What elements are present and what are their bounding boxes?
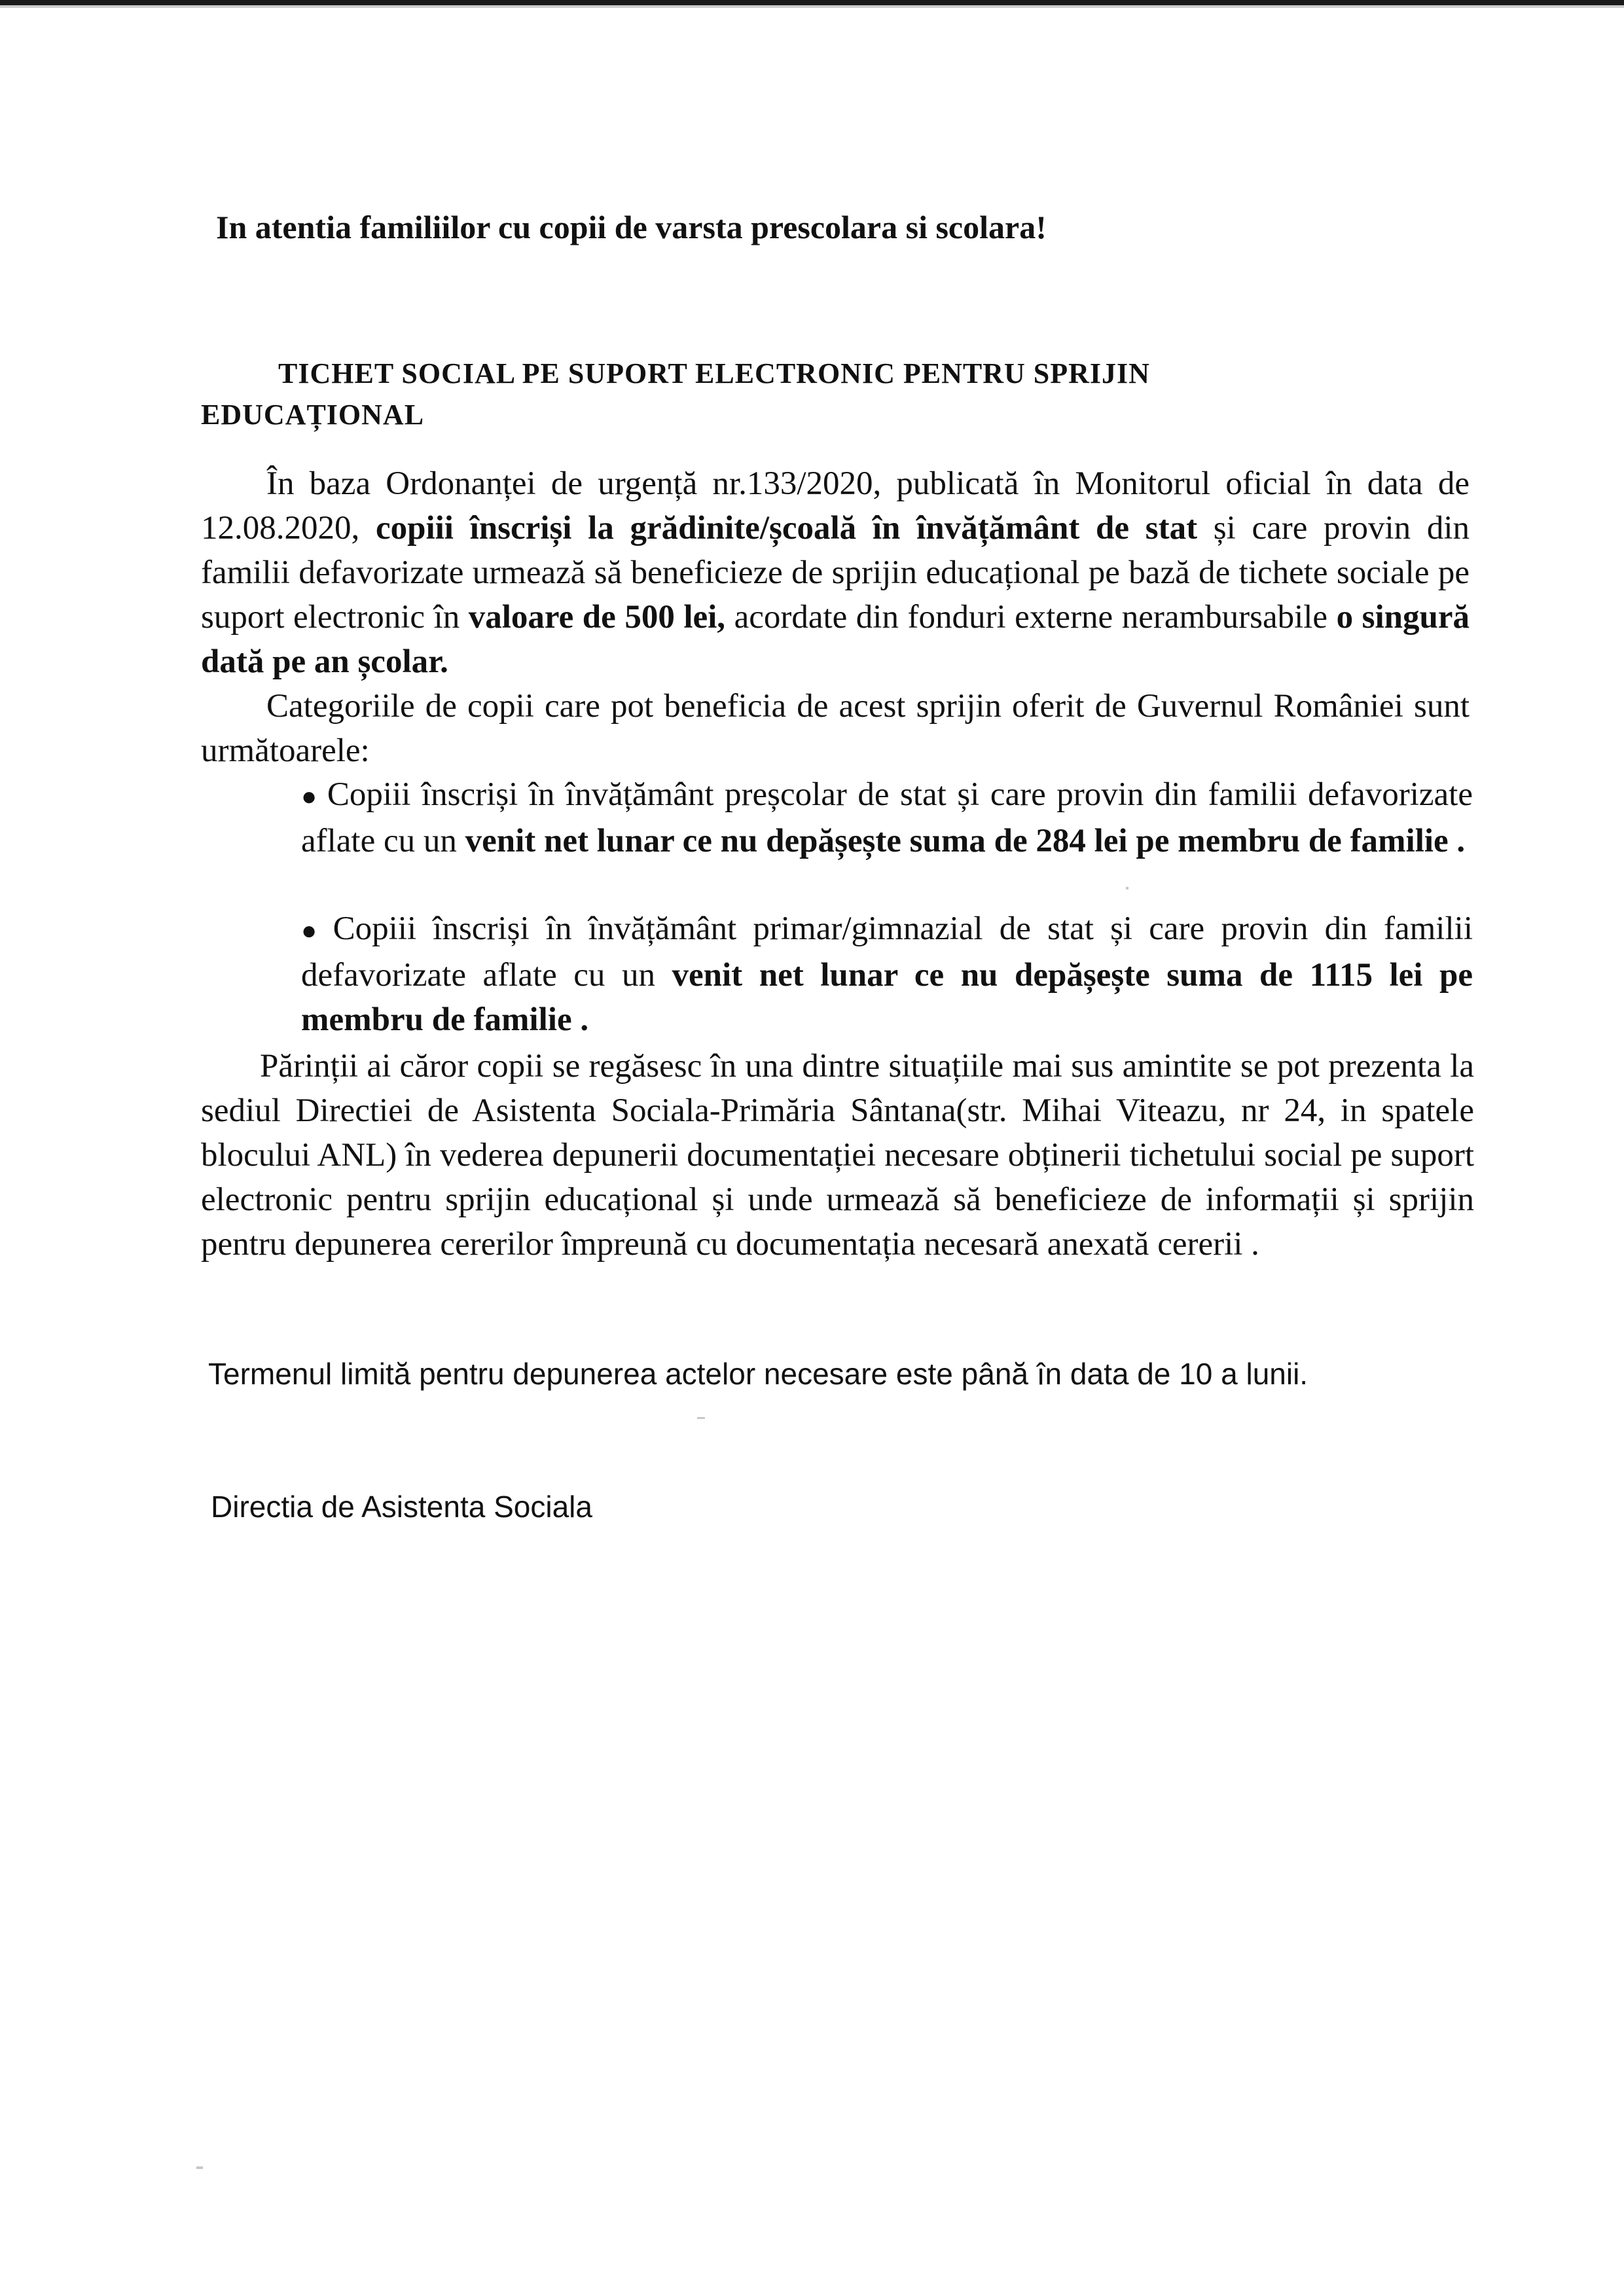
bullet-icon: ● [301,916,325,945]
document-title-line-2: EDUCAȚIONAL [201,399,425,431]
paragraph-ordinance-bold-2: valoare de 500 lei, [468,599,726,636]
paragraph-parents: Părinții ai căror copii se regăsesc în una dintre situațiile mai sus amintite se pot prezenta la sediul Directiei de Asistenta Sociala-Primăria Sântana(str. Mihai Viteazu, nr 24, in spatele blocului ANL) în vederea depunerii documentației necesare obținerii tichetului social pe suport electronic pentru sprijin educațional și unde urmează să beneficieze de informații și sprijin pentru depunerea cererilor împreună cu documentația necesară anexată cererii . [201,1048,1474,1263]
scan-speck [196,2166,203,2169]
scan-top-edge [0,0,1624,5]
paragraph-ordinance-text-2: și care provin din familii defavorizate urmează să beneficieze de sprijin educațional pe bază de tichete sociale pe suport electronic în [201,510,1470,636]
signature: Directia de Asistenta Sociala [211,1490,592,1524]
deadline-note: Termenul limită pentru depunerea actelor necesare este până în data de 10 a lunii. [208,1357,1308,1391]
paragraph-ordinance-bold-1: copiii înscriși la grădinite/școală în învățământ de stat [375,510,1198,547]
bullet-bold-text: venit net lunar ce nu depășește suma de 284 lei pe membru de familie . [465,823,1466,859]
bullet-text: Copiii înscriși în învățământ preșcolar de stat și care provin din familii defavorizate aflate cu un [301,776,1473,859]
paragraph-ordinance-text-1: În baza Ordonanței de urgență nr.133/2020, publicată în Monitorul oficial în data de 12.08.2020, [201,465,1470,547]
bullet-item-preschool [301,772,1473,863]
document-title-line-1: TICHET SOCIAL PE SUPORT ELECTRONIC PENTRU SPRIJIN [278,357,1150,389]
bullet-bold-text: venit net lunar ce nu depășește suma de 1115 lei pe membru de familie . [301,957,1473,1038]
scan-speck [1126,887,1128,889]
page-heading: In atentia familiilor cu copii de varsta prescolara si scolara! [216,209,1047,245]
bullet-icon: ● [301,781,319,811]
scan-speck [697,1417,705,1419]
scan-top-edge-shadow [0,5,1624,8]
paragraph-ordinance-bold-3: o singură dată pe an școlar. [201,599,1470,680]
paragraph-ordinance [201,461,1470,684]
bullet-text: Copiii înscriși în învățământ primar/gimnazial de stat și care provin din familii defavorizate aflate cu un [301,910,1473,994]
paragraph-categories: Categoriile de copii care pot beneficia de acest sprijin oferit de Guvernul României sunt următoarele: [201,688,1470,769]
bullet-item-primary [301,906,1473,1042]
paragraph-ordinance-text-3: acordate din fonduri externe nerambursabile [725,599,1337,636]
